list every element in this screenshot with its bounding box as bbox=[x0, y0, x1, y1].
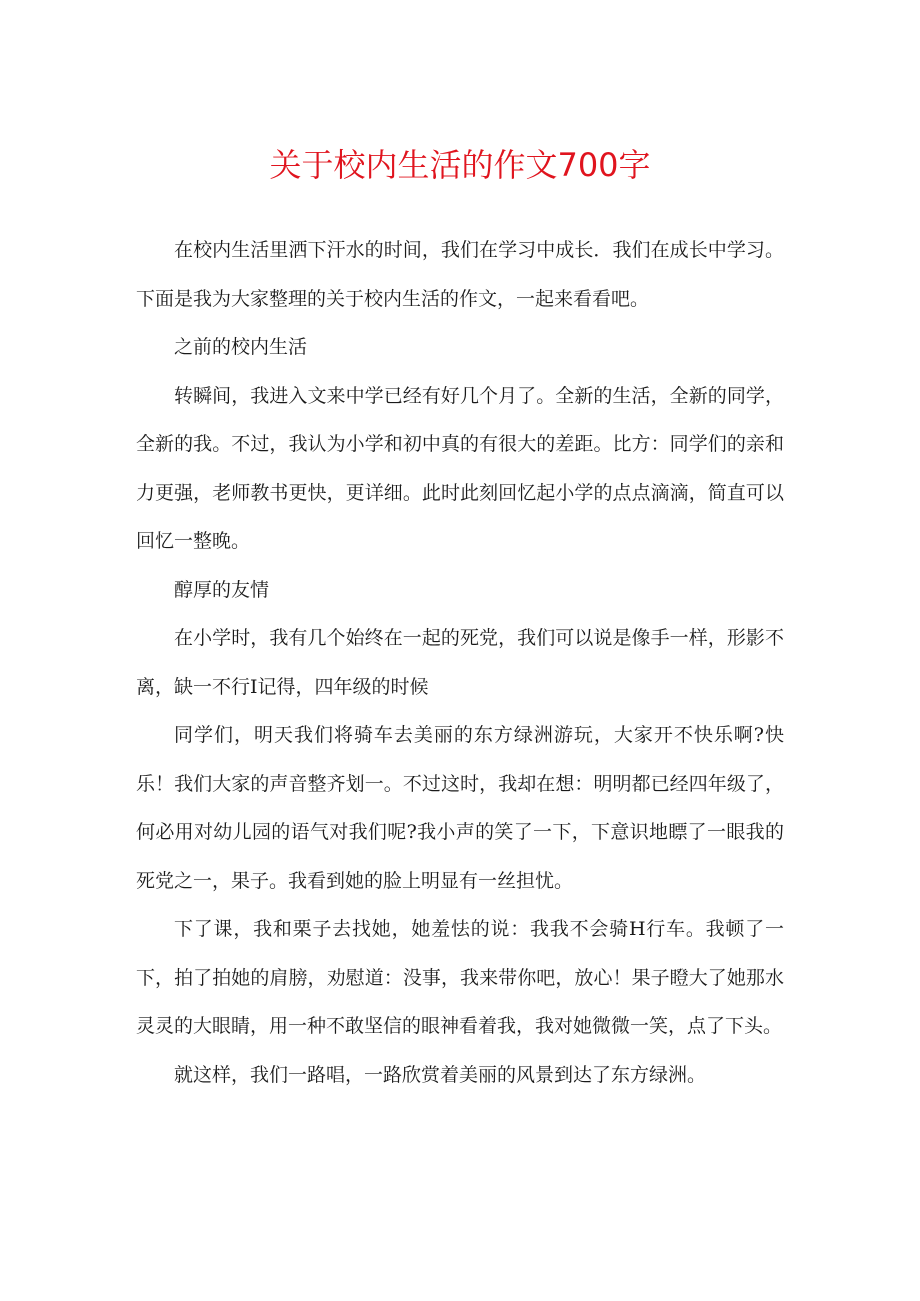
paragraph-arrival: 就这样，我们一路唱，一路欣赏着美丽的风景到达了东方绿洲。 bbox=[174, 1063, 707, 1086]
paragraph-trip-announcement: 同学们，明天我们将骑车去美丽的东方绿洲游玩，大家开不快乐啊?快乐！我们大家的声音整齐划一。不过这时，我却在想：明明都已经四年级了，何必用对幼儿园的语气对我们呢?我小声的笑了一下，下意识地瞟了一眼我的死党之一，果子。我看到她的脸上明显有一丝担忧。 bbox=[136, 724, 784, 892]
document-title: 关于校内生活的作文700字 bbox=[269, 146, 651, 184]
document-body bbox=[136, 226, 784, 1099]
paragraph-comforting-friend: 下了课，我和栗子去找她，她羞怯的说：我我不会骑H行车。我顿了一下，拍了拍她的肩膀，劝慰道：没事，我来带你吧，放心！果子瞪大了她那水灵灵的大眼睛，用一种不敢坚信的眼神看着我，我对她微微一笑，点了下头。 bbox=[136, 918, 784, 1037]
paragraph-school-transition: 转瞬间，我进入文来中学已经有好几个月了。全新的生活，全新的同学，全新的我。不过，我认为小学和初中真的有很大的差距。比方：同学们的亲和力更强，老师教书更快，更详细。此时此刻回忆起小学的点点滴滴，简直可以回忆一整晚。 bbox=[136, 384, 784, 552]
section-heading-friendship: 醇厚的友情 bbox=[174, 578, 270, 601]
paragraph-intro: 在校内生活里洒下汗水的时间，我们在学习中成长．我们在成长中学习。下面是我为大家整理的关于校内生活的作文，一起来看看吧。 bbox=[136, 239, 784, 310]
section-heading-previous-school-life: 之前的校内生活 bbox=[174, 336, 308, 358]
paragraph-best-friends: 在小学时，我有几个始终在一起的死党，我们可以说是像手一样，形影不离，缺一不行I记得，四年级的时候 bbox=[136, 627, 784, 698]
